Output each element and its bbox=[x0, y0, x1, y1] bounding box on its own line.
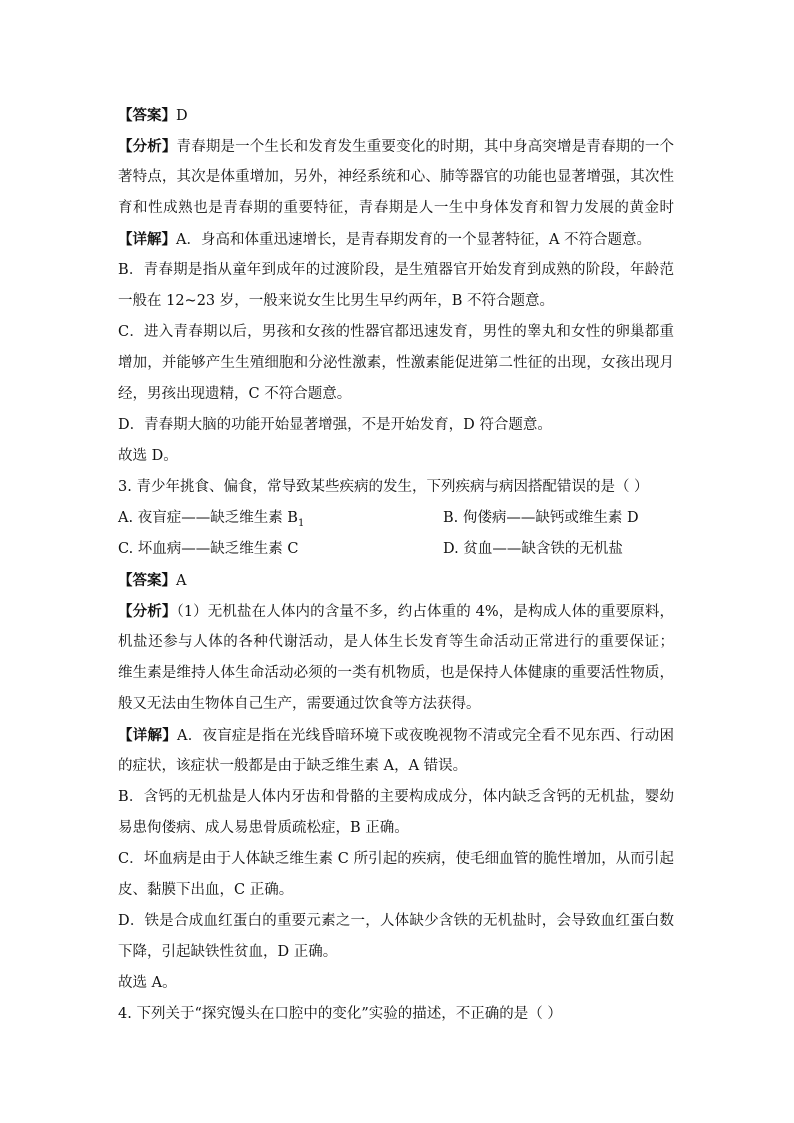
q3-detail-line: 皮、黏膜下出血，C 正确。 bbox=[118, 882, 294, 898]
detail-tag: 【详解】 bbox=[118, 231, 176, 248]
q3-analysis-line: 机盐还参与人体的各种代谢活动，是人体生长发育等生命活动正常进行的重要保证； bbox=[118, 634, 674, 650]
q2-answer-line bbox=[118, 100, 674, 131]
detail-tag: 【详解】 bbox=[118, 727, 177, 744]
q3-detail-line: D．铁是合成血红蛋白的重要元素之一，人体缺少含铁的无机盐时，会导致血红蛋白数 bbox=[118, 913, 674, 929]
q2-detail-line: C．进入青春期以后，男孩和女孩的性器官都迅速发育，男性的睾丸和女性的卵巢都重 bbox=[118, 324, 674, 340]
answer-tag: 【答案】 bbox=[118, 107, 176, 124]
q3-answer-line bbox=[118, 565, 674, 596]
q3-option-b: B. 佝偻病——缺钙或维生素 D bbox=[443, 510, 639, 526]
analysis-text: 青春期是一个生长和发育发生重要变化的时期，其中身高突增是青春期的一个 bbox=[176, 139, 674, 155]
analysis-tag: 【分析】 bbox=[118, 138, 177, 155]
q2-analysis-line: 著特点，其次是体重增加，另外，神经系统和心、肺等器官的功能也显著增强，其次性 bbox=[118, 169, 674, 185]
q2-detail-line: D．青春期大脑的功能开始显著增强，不是开始发育，D 符合题意。 bbox=[118, 417, 552, 433]
detail-text: A．身高和体重迅速增长，是青春期发育的一个显著特征，A 不符合题意。 bbox=[176, 232, 652, 248]
q2-analysis-line: 育和性成熟也是青春期的重要特征，青春期是人一生中身体发育和智力发展的黄金时 bbox=[118, 200, 674, 216]
q3-option-d: D. 贫血——缺含铁的无机盐 bbox=[443, 541, 623, 557]
q3-analysis-line bbox=[118, 596, 674, 627]
q2-analysis-line bbox=[118, 131, 674, 162]
q3-options-row-2 bbox=[118, 534, 674, 565]
q2-detail-line: 一般在 12~23 岁，一般来说女生比男生早约两年，B 不符合题意。 bbox=[118, 293, 555, 309]
q2-detail-line bbox=[118, 224, 674, 255]
document-page bbox=[118, 100, 674, 1030]
q3-conclusion: 故选 A。 bbox=[118, 975, 177, 991]
answer-value: D bbox=[176, 108, 188, 124]
q2-conclusion: 故选 D。 bbox=[118, 448, 178, 464]
q3-detail-line: B．含钙的无机盐是人体内牙齿和骨骼的主要构成成分，体内缺乏含钙的无机盐，婴幼 bbox=[118, 789, 674, 805]
analysis-text: （1）无机盐在人体内的含量不多，约占体重的 4%，是构成人体的重要原料， bbox=[176, 604, 674, 620]
q3-option-c: C. 坏血病——缺乏维生素 C bbox=[118, 541, 299, 557]
detail-text: A．夜盲症是指在光线昏暗环境下或夜晚视物不清或完全看不见东西、行动困 bbox=[176, 728, 674, 744]
q3-stem: 3. 青少年挑食、偏食，常导致某些疾病的发生，下列疾病与病因搭配错误的是（ ） bbox=[118, 479, 649, 495]
subscript: 1 bbox=[297, 517, 305, 529]
q3-detail-line: C．坏血病是由于人体缺乏维生素 C 所引起的疾病，使毛细血管的脆性增加，从而引起 bbox=[118, 851, 674, 867]
q2-detail-line: 增加，并能够产生生殖细胞和分泌性激素，性激素能促进第二性征的出现，女孩出现月 bbox=[118, 355, 674, 371]
q3-detail-line bbox=[118, 720, 674, 751]
q2-detail-line: 经，男孩出现遗精，C 不符合题意。 bbox=[118, 386, 352, 402]
answer-tag: 【答案】 bbox=[118, 572, 176, 589]
q3-detail-line: 易患佝偻病、成人易患骨质疏松症，B 正确。 bbox=[118, 820, 409, 836]
answer-value: A bbox=[176, 573, 187, 589]
q4-stem: 4. 下列关于“探究馒头在口腔中的变化”实验的描述，不正确的是（ ） bbox=[118, 1006, 562, 1022]
q3-analysis-line: 般又无法由生物体自己生产，需要通过饮食等方法获得。 bbox=[118, 696, 481, 712]
q3-detail-line: 下降，引起缺铁性贫血，D 正确。 bbox=[118, 944, 338, 960]
q2-detail-line: B．青春期是指从童年到成年的过渡阶段，是生殖器官开始发育到成熟的阶段，年龄范 bbox=[118, 262, 674, 278]
q3-option-a: A. 夜盲症——缺乏维生素 $B_1$ bbox=[118, 510, 305, 529]
analysis-tag: 【分析】 bbox=[118, 603, 177, 620]
q3-options-row-1 bbox=[118, 503, 674, 534]
q3-detail-line: 的症状，该症状一般都是由于缺乏维生素 A，A 错误。 bbox=[118, 758, 468, 774]
q3-analysis-line: 维生素是维持人体生命活动必须的一类有机物质，也是保持人体健康的重要活性物质， bbox=[118, 665, 674, 681]
